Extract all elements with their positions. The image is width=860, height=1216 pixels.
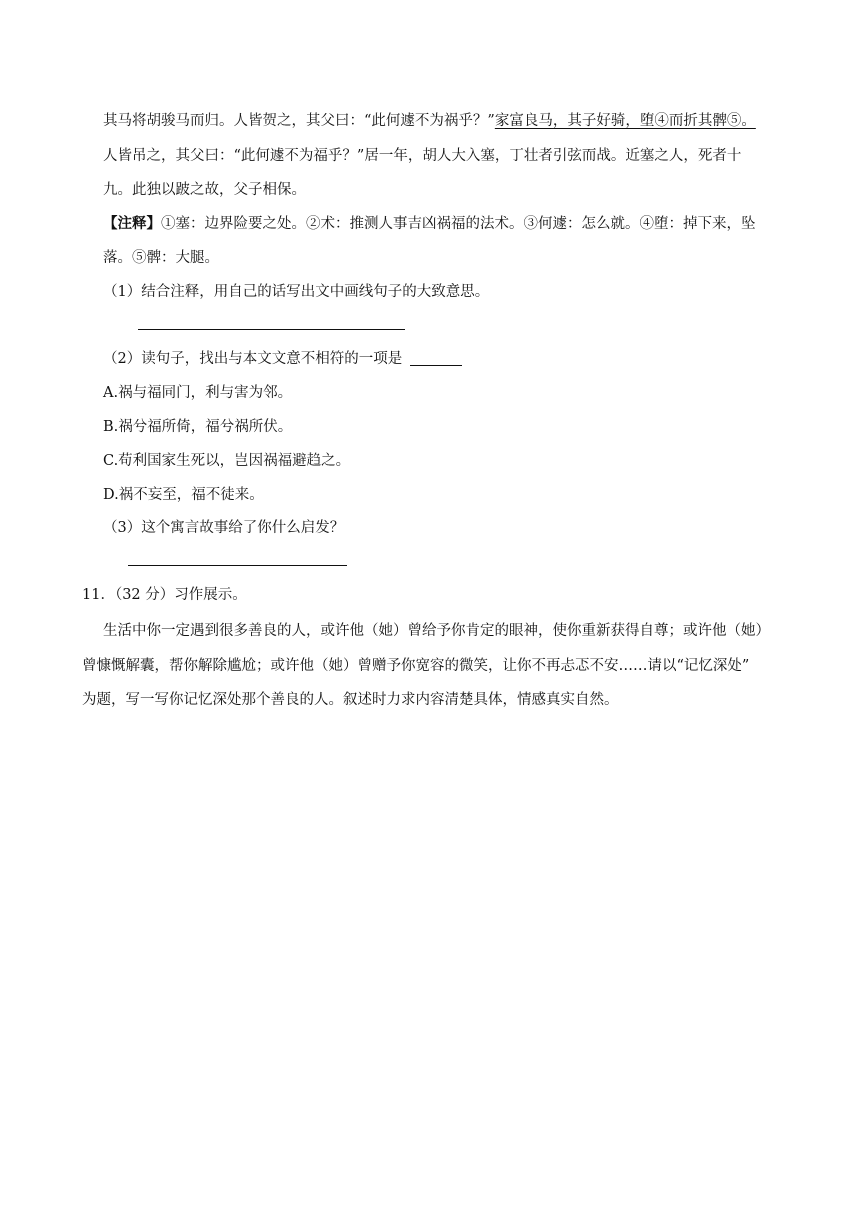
option-b: B.祸兮福所倚，福兮祸所伏。	[103, 419, 293, 435]
notes-line-1	[103, 214, 756, 234]
answer-blank-q3[interactable]	[128, 565, 347, 566]
question-11-heading: 11．（32 分）习作展示。	[82, 587, 247, 603]
question-2-text: （2）读句子，找出与本文文意不相符的一项是	[103, 351, 403, 367]
underlined-sentence: 家富良马，其子好骑，堕④而折其髀⑤。	[494, 113, 756, 129]
question-2	[103, 349, 462, 369]
option-c: C.苟利国家生死以，岂因祸福避趋之。	[103, 453, 351, 469]
option-d: D.祸不妄至，福不徒来。	[103, 487, 264, 503]
notes-text: ①塞：边界险要之处。②术：推测人事吉凶祸福的法术。③何遽：怎么就。④堕：掉下来，坠	[161, 216, 756, 232]
notes-label: 【注释】	[103, 215, 161, 232]
q11-paragraph-line-1: 生活中你一定遇到很多善良的人，或许他（她）曾给予你肯定的眼神，使你重新获得自尊；或许他（她）	[103, 623, 770, 639]
q11-paragraph-line-3: 为题，写一写你记忆深处那个善良的人。叙述时力求内容清楚具体，情感真实自然。	[82, 692, 619, 708]
passage-line-3: 九。此独以跛之故，父子相保。	[103, 182, 306, 198]
option-a: A.祸与福同门，利与害为邻。	[103, 385, 293, 401]
question-3: （3）这个寓言故事给了你什么启发？	[103, 520, 345, 536]
answer-blank-q2[interactable]	[410, 351, 462, 366]
answer-blank-q1[interactable]	[138, 329, 405, 330]
passage-line-1	[103, 111, 756, 131]
notes-line-2: 落。⑤髀：大腿。	[103, 250, 219, 266]
q11-paragraph-line-2: 曾慷慨解囊，帮你解除尴尬；或许他（她）曾赠予你宽容的微笑，让你不再忐忑不安……请以“记忆深处”	[82, 658, 750, 674]
question-1: （1）结合注释，用自己的话写出文中画线句子的大致意思。	[103, 284, 490, 300]
passage-line-2: 人皆吊之，其父曰：“此何遽不为福乎？”居一年，胡人大入塞，丁壮者引弦而战。近塞之人，死者十	[103, 148, 742, 164]
passage-text: 其马将胡骏马而归。人皆贺之，其父曰：“此何遽不为祸乎？”	[103, 113, 495, 129]
